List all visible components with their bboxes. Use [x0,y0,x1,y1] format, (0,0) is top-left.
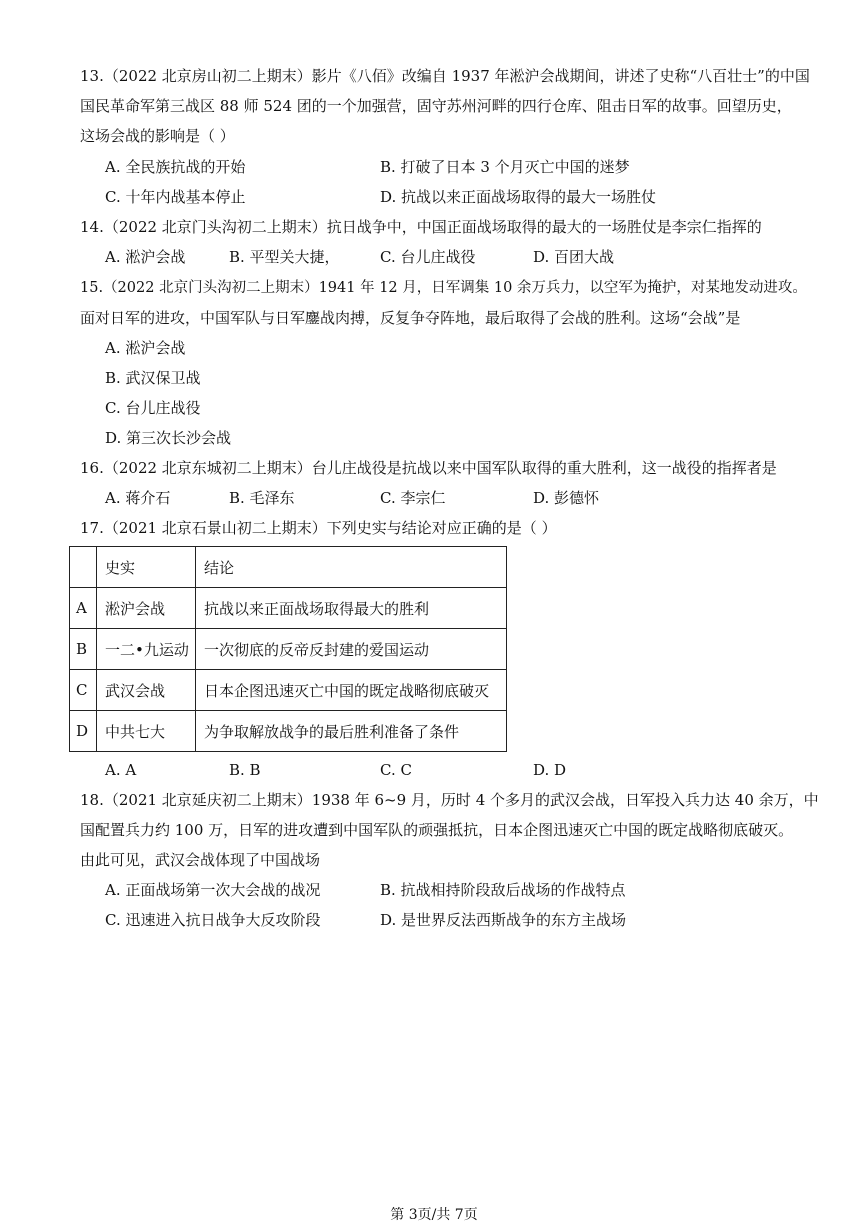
q16-option-a: A. 蒋介石 [105,489,171,507]
table-row [70,670,507,711]
q16-option-c: C. 李宗仁 [380,489,446,507]
q14-option-a: A. 淞沪会战 [105,248,186,266]
table-row-label: A [70,588,97,629]
q13-stem-line-1: 13.（2022 北京房山初二上期末）影片《八佰》改编自 1937 年淞沪会战期间，讲述了史称“八百壮士”的中国 [80,67,810,85]
q17-option-a: A. A [105,761,137,779]
table-cell-fact: 武汉会战 [97,670,196,711]
q14-option-c: C. 台儿庄战役 [380,248,476,266]
q17-option-d: D. D [533,761,567,779]
q16-option-d: D. 彭德怀 [533,489,600,507]
q17-table [69,546,507,752]
q16-stem-line-1: 16.（2022 北京东城初二上期末）台儿庄战役是抗战以来中国军队取得的重大胜利，这一战役的指挥者是 [80,459,777,477]
q18-option-c: C. 迅速进入抗日战争大反攻阶段 [105,911,321,929]
q13-option-c: C. 十年内战基本停止 [105,188,246,206]
q18-stem-line-2: 国配置兵力约 100 万，日军的进攻遭到中国军队的顽强抵抗，日本企图迅速灭亡中国的既定战略彻底破灭。 [80,821,794,839]
q18-stem-line-3: 由此可见，武汉会战体现了中国战场 [80,851,321,869]
q15-option-c: C. 台儿庄战役 [105,399,201,417]
table-cell-fact: 一二•九运动 [97,629,196,670]
q13-stem-line-3: 这场会战的影响是（ ） [80,127,235,145]
table-header-conclusion: 结论 [196,547,507,588]
q17-option-b: B. B [229,761,261,779]
q14-option-d: D. 百团大战 [533,248,615,266]
q13-option-a: A. 全民族抗战的开始 [105,158,246,176]
page-number-footer: 第 3页/共 7页 [390,1207,478,1223]
q15-stem-line-2: 面对日军的进攻，中国军队与日军鏖战肉搏，反复争夺阵地，最后取得了会战的胜利。这场“会战”是 [80,309,741,327]
table-cell-conclusion: 抗战以来正面战场取得最大的胜利 [196,588,507,629]
table-cell-conclusion: 一次彻底的反帝反封建的爱国运动 [196,629,507,670]
q15-option-b: B. 武汉保卫战 [105,369,201,387]
table-cell-conclusion: 为争取解放战争的最后胜利准备了条件 [196,711,507,752]
table-row [70,588,507,629]
q17-stem-line-1: 17.（2021 北京石景山初二上期末）下列史实与结论对应正确的是（ ） [80,519,557,537]
q16-option-b: B. 毛泽东 [229,489,295,507]
q15-option-a: A. 淞沪会战 [105,339,186,357]
table-row-label: C [70,670,97,711]
q18-option-b: B. 抗战相持阶段敌后战场的作战特点 [380,881,626,899]
table-row [70,629,507,670]
table-header-row [70,547,507,588]
q13-option-d: D. 抗战以来正面战场取得的最大一场胜仗 [380,188,657,206]
table-row [70,711,507,752]
q15-option-d: D. 第三次长沙会战 [105,429,232,447]
q14-stem-line-1: 14.（2022 北京门头沟初二上期末）抗日战争中，中国正面战场取得的最大的一场胜仗是李宗仁指挥的 [80,218,762,236]
table-header-fact: 史实 [97,547,196,588]
q18-stem-line-1: 18.（2021 北京延庆初二上期末）1938 年 6~9 月，历时 4 个多月的武汉会战，日军投入兵力达 40 余万，中 [80,791,819,809]
q15-stem-line-1: 15.（2022 北京门头沟初二上期末）1941 年 12 月，日军调集 10 余万兵力，以空军为掩护，对某地发动进攻。 [80,280,807,296]
table-row-label: B [70,629,97,670]
q13-stem-line-2: 国民革命军第三战区 88 师 524 团的一个加强营，固守苏州河畔的四行仓库、阻击日军的故事。回望历史， [80,97,792,115]
table-cell [70,547,97,588]
table-row-label: D [70,711,97,752]
q13-option-b: B. 打破了日本 3 个月灭亡中国的迷梦 [380,158,630,176]
table-cell-fact: 淞沪会战 [97,588,196,629]
q17-option-c: C. C [380,761,412,779]
q18-option-d: D. 是世界反法西斯战争的东方主战场 [380,911,627,929]
q14-option-b: B. 平型关大捷， [229,248,340,266]
table-cell-conclusion: 日本企图迅速灭亡中国的既定战略彻底破灭 [196,670,507,711]
table-cell-fact: 中共七大 [97,711,196,752]
q18-option-a: A. 正面战场第一次大会战的战况 [105,881,321,899]
